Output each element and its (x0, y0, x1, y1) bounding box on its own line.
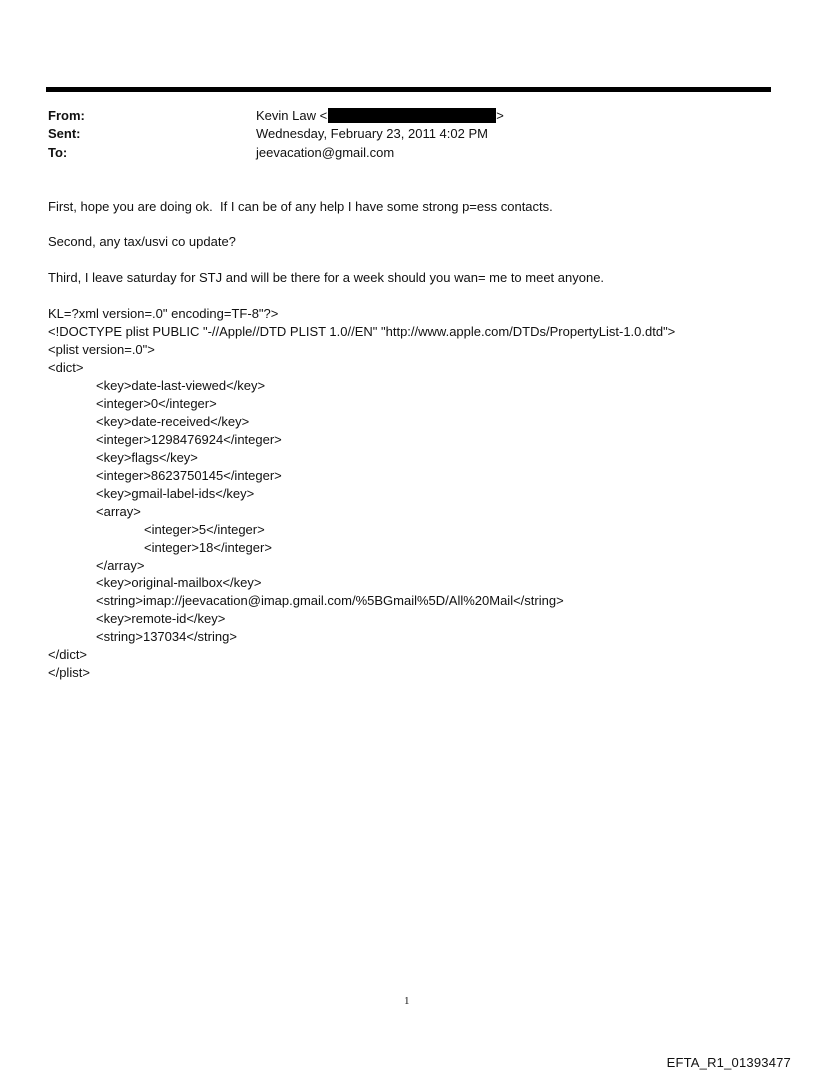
plist-line: <array> (96, 504, 141, 519)
plist-line: <!DOCTYPE plist PUBLIC "-//Apple//DTD PLIST 1.0//EN" "http://www.apple.com/DTDs/PropertyList-1.0.dtd"> (48, 324, 676, 339)
plist-line: <integer>18</integer> (144, 540, 272, 555)
plist-line: <key>remote-id</key> (96, 611, 226, 626)
page-number: 1 (404, 995, 410, 1007)
plist-line: <key>date-last-viewed</key> (96, 378, 266, 393)
plist-line: <integer>0</integer> (96, 396, 217, 411)
plist-line: </dict> (48, 647, 88, 662)
plist-line: <plist version=.0"> (48, 342, 155, 357)
plist-line: <integer>1298476924</integer> (96, 432, 282, 447)
from-name: Kevin Law < (256, 108, 328, 123)
plist-line: <key>gmail-label-ids</key> (96, 486, 255, 501)
plist-line: <string>137034</string> (96, 629, 237, 644)
header-divider (46, 87, 771, 92)
document-id: EFTA_R1_01393477 (666, 1055, 791, 1070)
sent-label: Sent: (48, 126, 81, 141)
to-label: To: (48, 145, 68, 160)
plist-line: <dict> (48, 360, 84, 375)
from-label: From: (48, 108, 85, 123)
plist-line: <key>date-received</key> (96, 414, 250, 429)
message-line: Second, any tax/usvi co update? (48, 234, 236, 249)
sent-value: Wednesday, February 23, 2011 4:02 PM (256, 126, 488, 141)
plist-line: <key>flags</key> (96, 450, 198, 465)
to-value: jeevacation@gmail.com (256, 145, 395, 160)
plist-line: </plist> (48, 665, 90, 680)
message-line: First, hope you are doing ok. If I can be of any help I have some strong p=ess contacts. (48, 199, 553, 214)
plist-line: KL=?xml version=.0" encoding=TF-8"?> (48, 306, 279, 321)
plist-line: </array> (96, 558, 145, 573)
plist-line: <integer>5</integer> (144, 522, 265, 537)
redaction-block (328, 108, 496, 123)
from-value (256, 107, 504, 125)
from-end: > (496, 108, 504, 123)
message-line: Third, I leave saturday for STJ and will be there for a week should you wan= me to meet anyone. (48, 270, 605, 285)
plist-line: <integer>8623750145</integer> (96, 468, 282, 483)
plist-line: <key>original-mailbox</key> (96, 575, 262, 590)
plist-line: <string>imap://jeevacation@imap.gmail.com/%5BGmail%5D/All%20Mail</string> (96, 593, 564, 608)
